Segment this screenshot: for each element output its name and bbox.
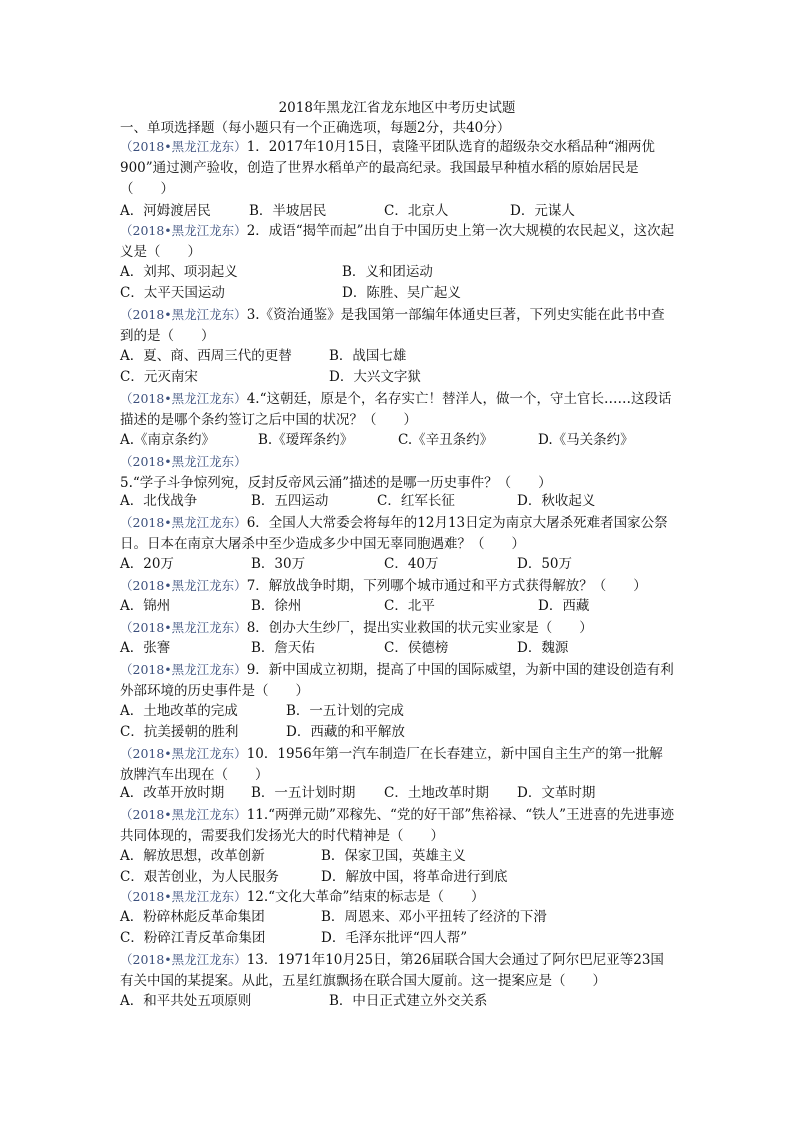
question-stem: 13．1971年10月25日，第26届联合国大会通过了阿尔巴尼亚等23国有关中国的某提案。从此，五星红旗飘扬在联合国大厦前。这一提案应是（ ） <box>120 952 664 989</box>
question-2 <box>120 220 676 263</box>
option[interactable]: D．解放中国，将革命进行到底 <box>321 869 508 885</box>
options-row <box>120 846 680 867</box>
question-stem: 6．全国人大常委会将每年的12月13日定为南京大屠杀死难者国家公祭日。日本在南京大屠杀中至少造成多少中国无辜同胞遇难？（ ） <box>120 515 668 552</box>
question-source: （2018•黑龙江龙东） <box>120 620 247 635</box>
question-stem: 5.“学子斗争惊列宛，反封反帝风云涌”描述的是哪一历史事件？（ ） <box>120 475 552 491</box>
options-row <box>120 867 680 888</box>
option[interactable]: A．刘邦、项羽起义 <box>120 264 238 280</box>
option[interactable]: A．河姆渡居民 <box>120 203 211 219</box>
option[interactable]: B．半坡居民 <box>249 203 327 219</box>
option[interactable]: D．50万 <box>517 556 573 572</box>
question-4 <box>120 388 676 431</box>
question-source: （2018•黑龙江龙东） <box>120 307 247 322</box>
option[interactable]: D．秋收起义 <box>517 493 596 509</box>
question-source: （2018•黑龙江龙东） <box>120 391 247 406</box>
question-stem: 7．解放战争时期，下列哪个城市通过和平方式获得解放？（ ） <box>246 578 647 594</box>
question-source: （2018•黑龙江龙东） <box>120 223 247 238</box>
options-row <box>120 928 680 949</box>
option[interactable]: C．红军长征 <box>377 493 455 509</box>
question-6 <box>120 512 676 555</box>
option[interactable]: C.《辛丑条约》 <box>398 432 494 448</box>
option[interactable]: B．一五计划时期 <box>251 785 356 801</box>
options-row <box>120 283 680 304</box>
question-stem: 2．成语“揭竿而起”出自于中国历史上第一次大规模的农民起义，这次起义是（ ） <box>120 223 675 260</box>
option[interactable]: B．战国七雄 <box>329 348 407 364</box>
question-source: （2018•黑龙江龙东） <box>120 139 247 154</box>
option[interactable]: C．侯德榜 <box>384 640 449 656</box>
option[interactable]: B．周恩来、邓小平扭转了经济的下滑 <box>321 909 547 925</box>
question-stem: 4.“这朝廷，原是个，名存实亡！替洋人，做一个，守土官长……这段话描述的是哪个条约签订之后中国的状况？（ ） <box>120 391 672 428</box>
option[interactable]: D．魏源 <box>517 640 569 656</box>
question-9 <box>120 659 676 702</box>
option[interactable]: D．陈胜、吴广起义 <box>342 285 461 301</box>
options-row <box>120 201 680 222</box>
option[interactable]: B．义和团运动 <box>342 264 433 280</box>
question-8 <box>120 617 676 639</box>
option[interactable]: B．詹天佑 <box>251 640 315 656</box>
option[interactable]: B.《瑷珲条约》 <box>258 432 354 448</box>
option[interactable]: A．土地改革的完成 <box>120 703 238 719</box>
question-3 <box>120 304 676 347</box>
question-11 <box>120 804 676 847</box>
option[interactable]: D.《马关条约》 <box>538 432 634 448</box>
option[interactable]: A．解放思想，改革创新 <box>120 848 265 864</box>
options-row <box>120 346 680 367</box>
options-row <box>120 430 680 451</box>
question-stem: 1．2017年10月15日，袁隆平团队选育的超级杂交水稻品种“湘两优900”通过测产验收，创造了世界水稻单产的最高纪录。我国最早种植水稻的原始居民是（ ） <box>120 139 655 197</box>
question-source: （2018•黑龙江龙东） <box>120 807 247 822</box>
question-1 <box>120 136 676 200</box>
question-stem: 8．创办大生纱厂，提出实业救国的状元实业家是（ ） <box>246 620 593 636</box>
question-5 <box>120 451 676 494</box>
question-source: （2018•黑龙江龙东） <box>120 746 247 761</box>
option[interactable]: C．元灭南宋 <box>120 369 198 385</box>
option[interactable]: C．艰苦创业，为人民服务 <box>120 869 279 885</box>
option[interactable]: A．20万 <box>120 556 174 572</box>
option[interactable]: C．北京人 <box>384 203 449 219</box>
question-stem: 12.“文化大革命”结束的标志是（ ） <box>246 889 485 905</box>
question-source: （2018•黑龙江龙东） <box>120 515 247 530</box>
question-13 <box>120 949 676 992</box>
option[interactable]: A．锦州 <box>120 598 171 614</box>
option[interactable]: B．一五计划的完成 <box>286 703 404 719</box>
option[interactable]: B．徐州 <box>251 598 302 614</box>
question-source: （2018•黑龙江龙东） <box>120 662 247 677</box>
option[interactable]: D．毛泽东批评“四人帮” <box>321 930 468 946</box>
option[interactable]: C．土地改革时期 <box>384 785 489 801</box>
question-source: （2018•黑龙江龙东） <box>120 454 247 469</box>
question-stem: 11.“两弹元勋”邓稼先、“党的好干部”焦裕禄、“铁人”王进喜的先进事迹共同体现的，需要我们发扬光大的时代精神是（ ） <box>120 807 675 844</box>
option[interactable]: A．和平共处五项原则 <box>120 993 252 1009</box>
options-row <box>120 783 680 804</box>
question-10 <box>120 743 676 786</box>
options-row <box>120 554 680 575</box>
option[interactable]: B．中日正式建立外交关系 <box>329 993 488 1009</box>
option[interactable]: C．太平天国运动 <box>120 285 225 301</box>
options-row <box>120 367 680 388</box>
page-title: 2018年黑龙江省龙东地区中考历史试题 <box>278 100 516 116</box>
option[interactable]: D．元谋人 <box>510 203 575 219</box>
option[interactable]: A．粉碎林彪反革命集团 <box>120 909 265 925</box>
question-stem: 9．新中国成立初期，提高了中国的国际威望，为新中国的建设创造有利外部环境的历史事件是（ ） <box>120 662 674 699</box>
options-row <box>120 907 680 928</box>
question-source: （2018•黑龙江龙东） <box>120 889 247 904</box>
option[interactable]: A.《南京条约》 <box>120 432 216 448</box>
question-7 <box>120 575 676 597</box>
option[interactable]: C．抗美援朝的胜利 <box>120 724 239 740</box>
option[interactable]: D．大兴文字狱 <box>329 369 421 385</box>
question-stem: 3.《资治通鉴》是我国第一部编年体通史巨著，下列史实能在此书中查到的是（ ） <box>120 307 665 344</box>
option[interactable]: C．粉碎江青反革命集团 <box>120 930 266 946</box>
option[interactable]: D．西藏 <box>538 598 590 614</box>
options-row <box>120 991 680 1012</box>
options-row <box>120 722 680 743</box>
option[interactable]: A．张謇 <box>120 640 171 656</box>
options-row <box>120 701 680 722</box>
option[interactable]: B．保家卫国，英雄主义 <box>321 848 466 864</box>
option[interactable]: A．夏、商、西周三代的更替 <box>120 348 292 364</box>
options-row <box>120 262 680 283</box>
option[interactable]: D．文革时期 <box>517 785 596 801</box>
option[interactable]: B．30万 <box>251 556 306 572</box>
question-12 <box>120 886 676 908</box>
question-source: （2018•黑龙江龙东） <box>120 952 247 967</box>
option[interactable]: C．40万 <box>384 556 439 572</box>
option[interactable]: C．北平 <box>384 598 435 614</box>
option[interactable]: A．北伐战争 <box>120 493 198 509</box>
options-row <box>120 638 680 659</box>
option[interactable]: A．改革开放时期 <box>120 785 225 801</box>
question-stem: 10．1956年第一汽车制造厂在长春建立，新中国自主生产的第一批解放牌汽车出现在（ ） <box>120 746 663 783</box>
option[interactable]: D．西藏的和平解放 <box>286 724 405 740</box>
options-row <box>120 491 680 512</box>
section-heading: 一、单项选择题（每小题只有一个正确选项，每题2分，共40分） <box>120 120 511 136</box>
question-source: （2018•黑龙江龙东） <box>120 578 247 593</box>
options-row <box>120 596 680 617</box>
option[interactable]: B．五四运动 <box>251 493 329 509</box>
